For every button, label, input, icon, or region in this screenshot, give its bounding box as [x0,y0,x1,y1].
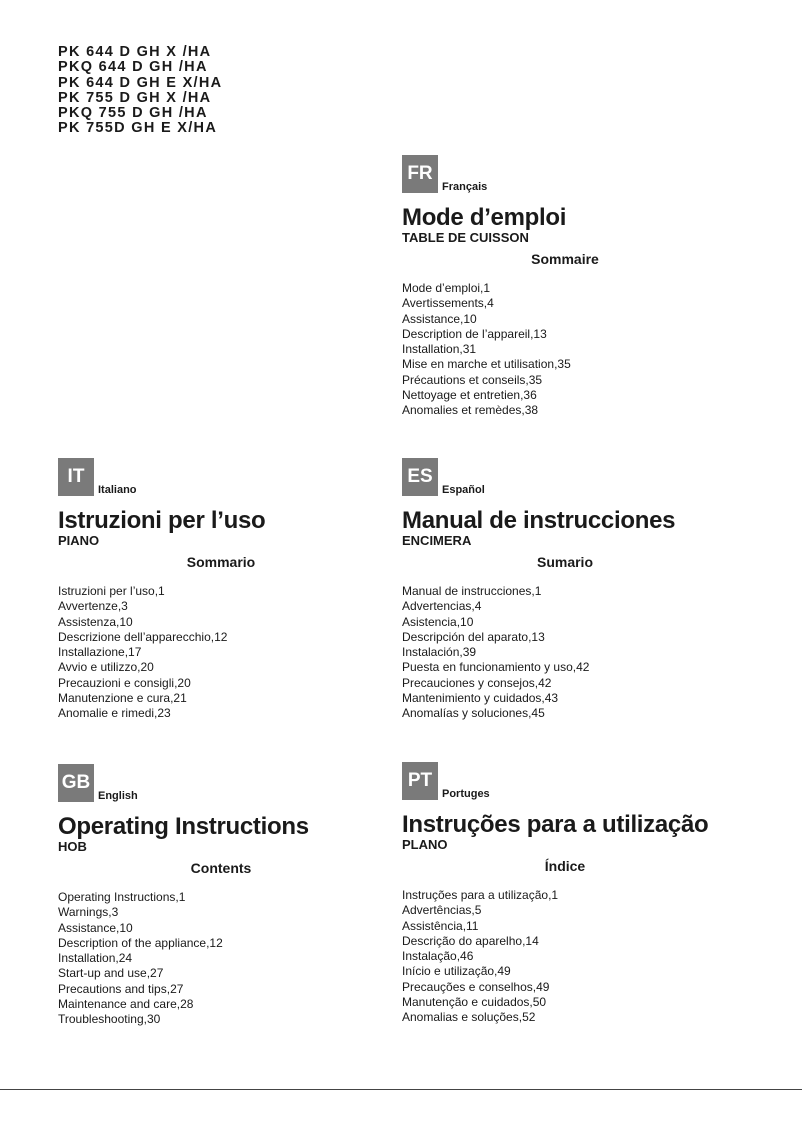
toc-item: Advertências,5 [402,903,482,918]
language-badge: FR [402,155,438,193]
section-title: Instruções para a utilização [402,811,709,838]
toc-item: Instruções para a utilização,1 [402,888,559,902]
model-name: PK 755 D GH X /HA [58,89,212,106]
toc-item: Manual de instrucciones,1 [402,584,542,598]
toc-item: Anomalie e rimedi,23 [58,706,171,721]
language-badge: ES [402,458,438,496]
toc-item: Description de l’appareil,13 [402,326,547,341]
toc-item: Installazione,17 [58,645,142,660]
section-es [402,458,732,722]
language-badge: PT [402,762,438,800]
section-gb [58,764,388,1028]
toc-item: Início e utilização,49 [402,964,511,979]
language-name: Español [442,484,485,496]
toc-list [402,888,732,1026]
toc-item: Asistencia,10 [402,614,474,629]
toc-heading: Índice [544,858,586,874]
toc-item: Precauções e conselhos,49 [402,979,550,994]
toc-item: Installation,24 [58,951,133,966]
toc-list [58,584,388,722]
section-title: Istruzioni per l’uso [58,507,266,534]
model-name: PK 755D GH E X/HA [58,120,218,137]
toc-heading: Sumario [536,554,593,570]
section-subtitle: HOB [58,839,87,854]
model-list [58,45,222,137]
section-title: Operating Instructions [58,813,309,840]
toc-item: Instalação,46 [402,949,474,964]
toc-heading: Sommaire [531,251,599,267]
section-subtitle: ENCIMERA [402,533,472,548]
section-subtitle: PLANO [402,837,448,852]
language-badge: IT [58,458,94,496]
toc-item: Descrição do aparelho,14 [402,933,539,948]
model-name: PK 644 D GH E X/HA [58,74,223,91]
section-fr [402,155,732,419]
toc-item: Assistência,11 [402,918,479,933]
toc-item: Puesta en funcionamiento y uso,42 [402,660,590,675]
toc-item: Mantenimiento y cuidados,43 [402,691,559,706]
toc-item: Anomalias e soluções,52 [402,1010,536,1025]
toc-item: Precautions and tips,27 [58,981,184,996]
section-pt [402,762,732,1026]
toc-item: Precauciones y consejos,42 [402,675,552,690]
toc-item: Assistance,10 [402,311,477,326]
model-name: PKQ 755 D GH /HA [58,105,208,122]
toc-item: Mode d’emploi,1 [402,281,491,295]
language-name: Français [442,181,488,193]
model-name: PKQ 644 D GH /HA [58,59,208,76]
toc-item: Troubleshooting,30 [58,1012,161,1027]
language-badge: GB [58,764,94,802]
toc-list [58,890,388,1028]
section-title: Manual de instrucciones [402,507,676,534]
toc-item: Installation,31 [402,342,477,357]
toc-item: Descripción del aparato,13 [402,629,545,644]
toc-item: Avertissements,4 [402,296,494,311]
toc-item: Mise en marche et utilisation,35 [402,357,571,372]
toc-item: Start-up and use,27 [58,966,164,981]
language-name: Italiano [98,484,137,496]
toc-item: Descrizione dell’apparecchio,12 [58,629,228,644]
section-it [58,458,388,722]
footer-divider [0,1089,802,1090]
toc-heading: Sommario [186,554,256,570]
language-name: Portuges [442,788,490,800]
section-title: Mode d’emploi [402,204,567,231]
toc-item: Precauzioni e consigli,20 [58,675,191,690]
toc-list [402,281,732,419]
toc-heading: Contents [190,860,252,876]
toc-item: Avvertenze,3 [58,599,128,614]
toc-item: Avvio e utilizzo,20 [58,660,154,675]
toc-item: Manutenção e cuidados,50 [402,995,547,1010]
toc-list [402,584,732,722]
toc-item: Description of the appliance,12 [58,935,223,950]
toc-item: Nettoyage et entretien,36 [402,388,537,403]
toc-item: Assistance,10 [58,920,133,935]
toc-item: Instalación,39 [402,645,477,660]
toc-item: Anomalías y soluciones,45 [402,706,545,721]
toc-item: Warnings,3 [58,905,119,920]
toc-item: Operating Instructions,1 [58,890,186,904]
toc-item: Manutenzione e cura,21 [58,691,187,706]
toc-item: Istruzioni per l’uso,1 [58,584,165,598]
toc-item: Anomalies et remèdes,38 [402,403,539,418]
toc-item: Maintenance and care,28 [58,997,194,1012]
toc-item: Précautions et conseils,35 [402,372,543,387]
model-name: PK 644 D GH X /HA [58,44,212,60]
language-name: English [98,790,138,802]
toc-item: Advertencias,4 [402,599,482,614]
section-subtitle: TABLE DE CUISSON [402,230,529,245]
section-subtitle: PIANO [58,533,100,548]
toc-item: Assistenza,10 [58,614,133,629]
